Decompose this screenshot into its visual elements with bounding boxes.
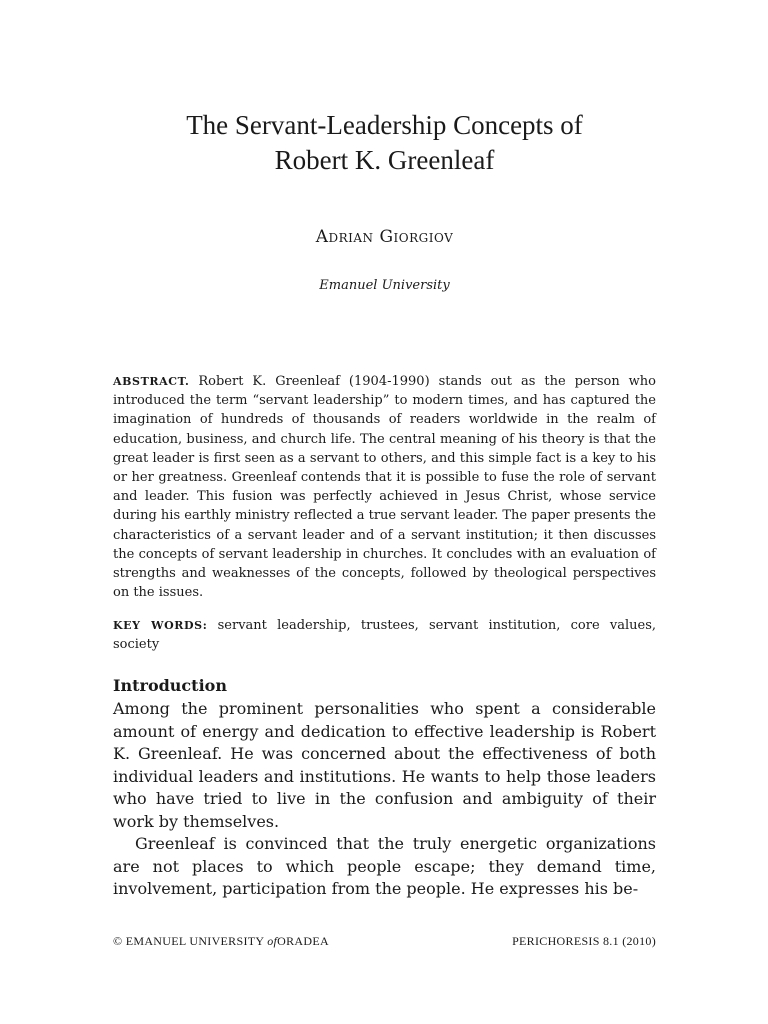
publisher-name-post: ORADEA xyxy=(277,934,329,948)
keywords-text: servant leadership, trustees, servant institution, core values, society xyxy=(113,618,657,653)
copyright-symbol: © xyxy=(113,934,123,948)
paper-title-line-2: Robert K. Greenleaf xyxy=(274,145,495,175)
footer-publisher xyxy=(113,934,329,949)
publisher-name-of: of xyxy=(267,934,278,948)
body-paragraph: Greenleaf is convinced that the truly energetic organizations are not places to which people escape; they demand time, involvement, participation from the people. He expresses his be- xyxy=(113,834,656,898)
body-paragraph: Among the prominent personalities who spent a considerable amount of energy and dedication to effective leadership is Robert K. Greenleaf. He was concerned about the effectiveness of both individual leaders and institutions. He wants to help those leaders who have tried to live in the confusion and ambiguity of their work by themselves. xyxy=(113,699,656,831)
paper-page xyxy=(113,0,656,1024)
introduction-body xyxy=(113,698,656,901)
abstract-text: Robert K. Greenleaf (1904-1990) stands out as the person who introduced the term “servant leadership” to modern times, and has captured the imagination of hundreds of thousands of readers worldwide in the realm of education, business, and church life. The central meaning of his theory is that the great leader is first seen as a servant to others, and this simple fact is a key to his or her greatness. Greenleaf contends that it is possible to fuse the role of servant and leader. This fusion was perfectly achieved in Jesus Christ, whose service during his earthly ministry reflected a true servant leader. The paper presents the characteristics of a servant leader and of a servant institution; it then discusses the concepts of servant leadership in churches. It concludes with an evaluation of strengths and weaknesses of the concepts, followed by theological perspectives on the issues. xyxy=(113,374,656,601)
footer-journal: PERICHORESIS 8.1 (2010) xyxy=(512,934,656,948)
paper-title xyxy=(113,108,656,178)
keywords xyxy=(113,616,656,654)
abstract xyxy=(113,372,656,602)
keywords-label: KEY WORDS: xyxy=(113,619,208,632)
publisher-name-pre: EMANUEL UNIVERSITY xyxy=(125,934,264,948)
abstract-label: ABSTRACT. xyxy=(113,375,190,388)
author-affiliation: Emanuel University xyxy=(319,278,450,293)
paper-title-line-1: The Servant-Leadership Concepts of xyxy=(186,110,583,140)
author-name: Adrian Giorgiov xyxy=(315,227,454,247)
section-heading-introduction: Introduction xyxy=(113,676,227,695)
